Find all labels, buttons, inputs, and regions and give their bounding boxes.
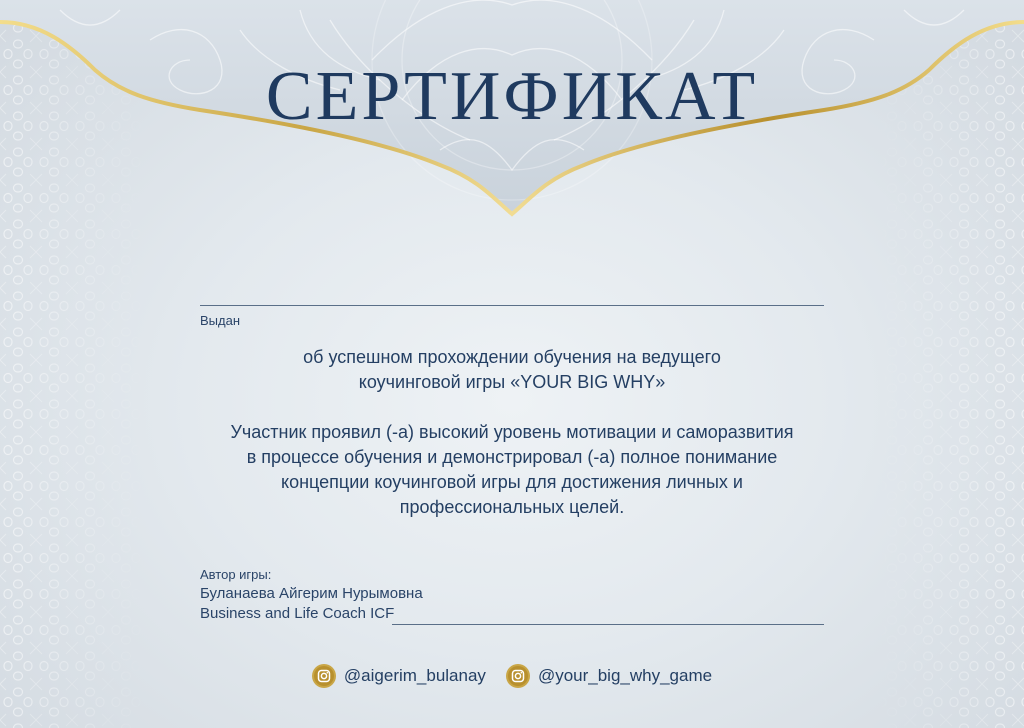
course-description — [150, 345, 874, 395]
achievement-statement — [150, 420, 874, 520]
social-handle: @your_big_why_game — [537, 666, 713, 685]
author-block — [200, 566, 423, 624]
issued-to-label: Выдан — [200, 313, 241, 328]
social-handle: @aigerim_bulanay — [343, 666, 486, 685]
social-link-aigerim[interactable] — [312, 664, 486, 688]
signature-line — [392, 624, 824, 625]
description-line: об успешном прохождении обучения на ведущего — [303, 347, 721, 367]
statement-line: концепции коучинговой игры для достижения личных и — [281, 472, 743, 492]
certificate-title: СЕРТИФИКАТ — [265, 58, 759, 135]
social-link-your-big-why-game[interactable] — [506, 664, 712, 688]
statement-line: профессиональных целей. — [399, 497, 625, 517]
statement-line: Участник проявил (-а) высокий уровень мотивации и саморазвития — [230, 422, 794, 442]
author-name: Буланаева Айгерим Нурымовна — [200, 585, 423, 602]
social-links — [0, 664, 1024, 688]
instagram-icon — [312, 664, 336, 688]
author-label: Автор игры: — [200, 567, 272, 582]
recipient-name-line — [200, 305, 824, 306]
author-title: Business and Life Coach ICF — [200, 605, 395, 622]
description-line: коучинговой игры «YOUR BIG WHY» — [358, 372, 666, 392]
instagram-icon — [506, 664, 530, 688]
statement-line: в процессе обучения и демонстрировал (-а) полное понимание — [246, 447, 778, 467]
